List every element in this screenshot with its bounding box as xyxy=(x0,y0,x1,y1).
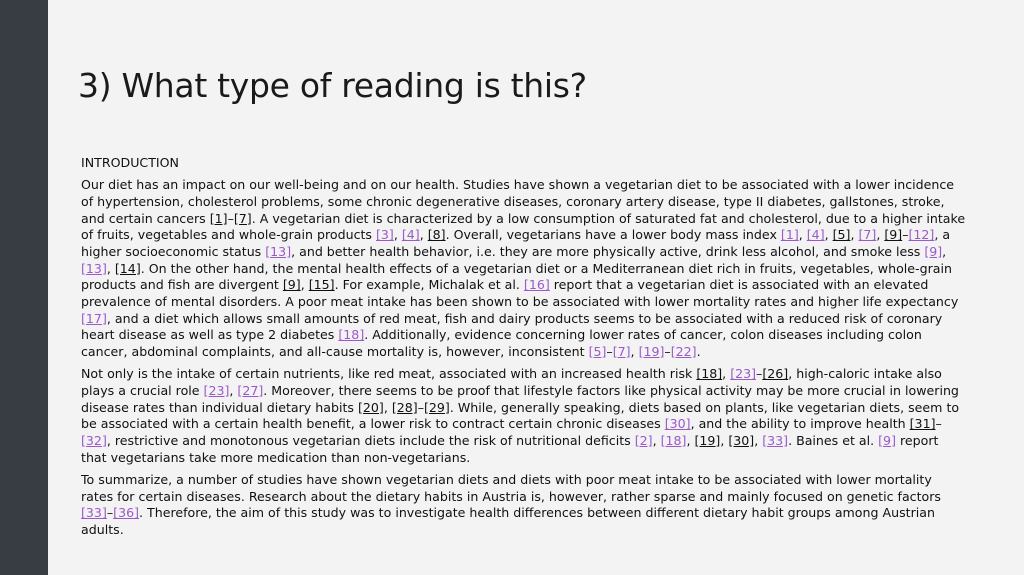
citation-link[interactable]: [2] xyxy=(634,433,653,449)
paragraph-text: – xyxy=(935,416,942,432)
paragraph-text: , xyxy=(720,433,729,449)
paragraph-text: , xyxy=(393,227,402,243)
citation-link[interactable]: [19] xyxy=(638,344,665,360)
slide-sidebar-bar xyxy=(0,0,48,575)
citation-link[interactable]: [9] xyxy=(884,227,903,243)
paragraph-text: report that a vegetarian diet is associated with an elevated prevalence of mental disorders. A poor meat intake has been shown to be associated with lower mortality rates and higher life expectancy xyxy=(81,277,959,310)
citation-link[interactable]: [28] xyxy=(391,399,418,415)
paragraph-text: report that vegetarians take more medication than non-vegetarians. xyxy=(81,433,939,465)
citation-link[interactable]: [5] xyxy=(832,227,851,243)
citation-link[interactable]: [18] xyxy=(660,433,687,449)
citation-link[interactable]: [15] xyxy=(308,277,335,293)
citation-link[interactable]: [1] xyxy=(209,210,228,226)
citation-link[interactable]: [1] xyxy=(780,227,799,243)
paragraph-text: Not only is the intake of certain nutrients, like red meat, associated with an increased health risk xyxy=(81,366,697,382)
citation-link[interactable]: [17] xyxy=(81,310,107,326)
slide-title: 3) What type of reading is this? xyxy=(78,66,587,105)
citation-link[interactable]: [26] xyxy=(762,366,789,382)
citation-link[interactable]: [13] xyxy=(81,260,107,276)
paragraph-text: , and the ability to improve health xyxy=(690,416,910,432)
paragraph-text: , xyxy=(824,227,833,243)
citation-link[interactable]: [9] xyxy=(282,277,301,293)
citation-link[interactable]: [23] xyxy=(203,382,230,398)
citation-link[interactable]: [4] xyxy=(806,227,825,243)
paragraph-text: , xyxy=(876,227,885,243)
citation-link[interactable]: [31] xyxy=(909,416,936,432)
paragraph-text: , xyxy=(652,433,661,449)
paragraph-text: , xyxy=(630,344,639,360)
paragraph-text: , xyxy=(850,227,859,243)
section-heading: INTRODUCTION xyxy=(81,155,179,170)
citation-link[interactable]: [18] xyxy=(696,366,723,382)
citation-link[interactable]: [7] xyxy=(612,344,631,360)
citation-link[interactable]: [4] xyxy=(401,227,420,243)
paragraph-text: , xyxy=(229,382,238,398)
paragraph-text: – xyxy=(606,344,613,360)
paragraph-text: – xyxy=(664,344,671,360)
paragraph xyxy=(81,366,966,466)
paragraph-text: . For example, Michalak et al. xyxy=(334,277,524,293)
paragraph-text: . Additionally, evidence concerning lower rates of cancer, colon diseases including colon cancer, abdominal complaints, and all-cause mortality is, however, inconsistent xyxy=(81,327,922,360)
paragraph-text: . Therefore, the aim of this study was to investigate health differences between different dietary habit groups among Austrian adults. xyxy=(81,505,935,537)
paragraph-text: Our diet has an impact on our well-being and on our health. Studies have shown a vegetarian diet to be associated with a lower incidence of hypertension, cholesterol problems, some chronic degenerative diseases, coronary artery disease, type II diabetes, gallstones, stroke, and certain cancers xyxy=(81,177,955,226)
citation-link[interactable]: [18] xyxy=(338,327,365,343)
citation-link[interactable]: [20] xyxy=(357,399,384,415)
paragraph-text: To summarize, a number of studies have shown vegetarian diets and diets with poor meat intake to be associated with lower mortality rates for certain diseases. Research about the dietary habits in Austria is, however, rather sparse and mainly focused on genetic factors xyxy=(81,471,941,504)
citation-link[interactable]: [33] xyxy=(81,505,107,521)
paragraph-text: , and better health behavior, i.e. they are more physically active, drink less alcohol, and smoke less xyxy=(291,243,925,259)
citation-link[interactable]: [16] xyxy=(523,277,550,293)
citation-link[interactable]: [9] xyxy=(878,433,896,449)
paragraph-text: . A vegetarian diet is characterized by a low consumption of saturated fat and cholesterol, due to a higher intake of fruits, vegetables and whole-grain products xyxy=(81,210,966,243)
paragraph-text: , xyxy=(383,399,392,415)
paragraph-text: . On the other hand, the mental health effects of a vegetarian diet or a Mediterranean diet rich in fruits, vegetables, whole-grain products and fish are divergent xyxy=(81,260,952,293)
paragraph-text: . Overall, vegetarians have a lower body mass index xyxy=(445,227,781,243)
citation-link[interactable]: [3] xyxy=(376,227,394,243)
citation-link[interactable]: [8] xyxy=(427,227,446,243)
citation-link[interactable]: [7] xyxy=(858,227,877,243)
paragraph-text: – xyxy=(106,505,114,521)
citation-link[interactable]: [30] xyxy=(664,416,691,432)
citation-link[interactable]: [13] xyxy=(265,243,292,259)
citation-link[interactable]: [5] xyxy=(588,344,607,360)
paragraph xyxy=(81,177,966,361)
citation-link[interactable]: [27] xyxy=(237,382,264,398)
paragraph-text: – xyxy=(417,399,424,415)
paragraph-text: , xyxy=(686,433,695,449)
paragraph-text: , and a diet which allows small amounts of red meat, fish and dairy products seems to be associated with a reduced risk of coronary heart disease as well as type 2 diabetes xyxy=(81,310,943,343)
paragraph xyxy=(81,472,966,539)
citation-link[interactable]: [22] xyxy=(670,344,697,360)
paragraph-text: , restrictive and monotonous vegetarian diets include the risk of nutritional deficits xyxy=(106,433,635,449)
citation-link[interactable]: [19] xyxy=(694,433,721,449)
citation-link[interactable]: [36] xyxy=(113,505,140,521)
paragraph-text: . While, generally speaking, diets based on plants, like vegetarian diets, seem to be associated with a certain health benefit, a lower risk to contract certain chronic diseases xyxy=(81,399,960,432)
paragraph-text: – xyxy=(756,366,763,382)
paragraph-text: , high-caloric intake also plays a crucial role xyxy=(81,366,942,398)
paragraph-text: . xyxy=(696,344,701,360)
paragraph-text: , a higher socioeconomic status xyxy=(81,227,951,259)
paragraph-text: . Moreover, there seems to be proof that lifestyle factors like physical activity may be more crucial in lowering disease rates than individual dietary habits xyxy=(81,382,959,415)
citation-link[interactable]: [14] xyxy=(114,260,141,276)
slide-body-text xyxy=(81,155,966,544)
citation-link[interactable]: [33] xyxy=(762,433,789,449)
paragraph-text: , xyxy=(722,366,731,382)
paragraph-text: , xyxy=(300,277,309,293)
citation-link[interactable]: [12] xyxy=(908,227,935,243)
citation-link[interactable]: [30] xyxy=(728,433,755,449)
paragraph-text: . Baines et al. xyxy=(788,433,879,449)
paragraph-text: – xyxy=(227,210,234,226)
paragraph-text: , xyxy=(754,433,763,449)
citation-link[interactable]: [23] xyxy=(730,366,757,382)
paragraph-text: , xyxy=(106,260,115,276)
paragraph-text: , xyxy=(942,243,947,259)
citation-link[interactable]: [32] xyxy=(81,433,107,449)
citation-link[interactable]: [7] xyxy=(233,210,252,226)
paragraph-text: , xyxy=(798,227,807,243)
citation-link[interactable]: [29] xyxy=(423,399,450,415)
paragraph-text: – xyxy=(902,227,909,243)
citation-link[interactable]: [9] xyxy=(924,243,943,259)
paragraph-text: , xyxy=(419,227,428,243)
